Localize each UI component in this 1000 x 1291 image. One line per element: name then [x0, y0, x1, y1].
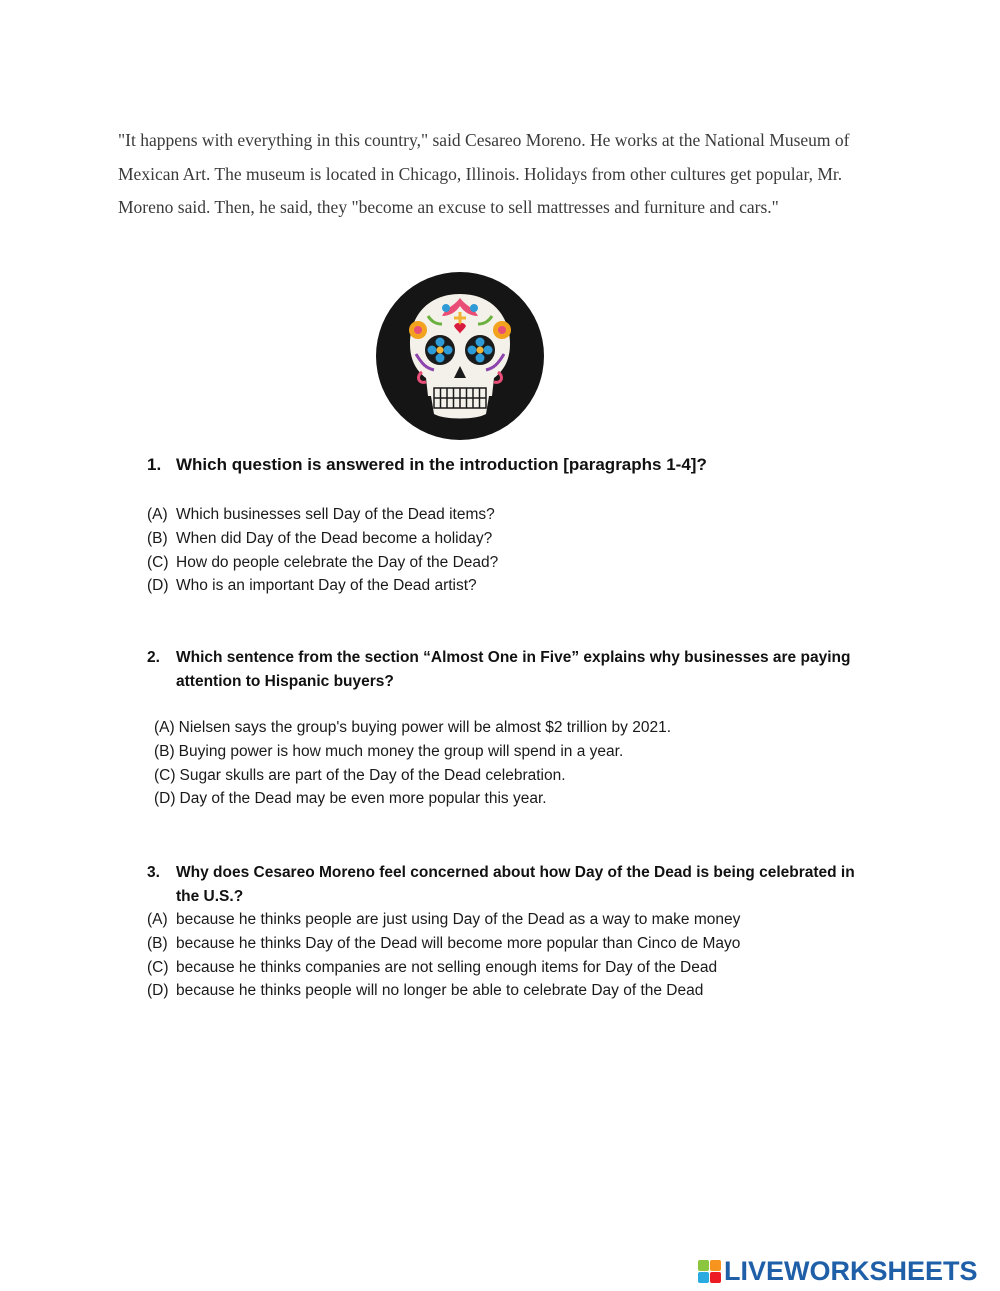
option-letter: (A) [147, 911, 168, 928]
option-letter: (D) [147, 577, 169, 595]
question-3-options [147, 908, 740, 1003]
question-2-number: 2. [147, 649, 160, 666]
logo-mark-square [710, 1272, 721, 1283]
option-text: Which businesses sell Day of the Dead items? [176, 506, 495, 523]
question-3-number: 3. [147, 864, 160, 881]
option-2a[interactable] [154, 716, 671, 740]
option-letter: (C) [154, 766, 176, 784]
option-3a[interactable] [147, 908, 740, 932]
logo-mark-square [698, 1272, 709, 1283]
option-letter: (D) [147, 982, 169, 1000]
option-3d[interactable] [147, 979, 740, 1003]
option-text: because he thinks people will no longer be able to celebrate Day of the Dead [176, 982, 704, 1000]
question-3-title [147, 861, 877, 909]
option-2c[interactable] [154, 764, 671, 788]
option-text: Who is an important Day of the Dead artist? [176, 577, 477, 595]
option-1c[interactable] [147, 551, 498, 575]
option-1a[interactable] [147, 503, 498, 527]
option-text: Nielsen says the group's buying power will be almost $2 trillion by 2021. [178, 719, 672, 736]
sugar-skull-icon [376, 272, 544, 440]
question-1-title [147, 453, 877, 477]
option-text: because he thinks Day of the Dead will become more popular than Cinco de Mayo [176, 934, 741, 952]
question-1-options [147, 503, 498, 598]
question-2-title [147, 646, 877, 694]
option-1d[interactable] [147, 574, 498, 598]
option-text: because he thinks people are just using Day of the Dead as a way to make money [176, 911, 741, 928]
logo-mark-square [698, 1260, 709, 1271]
option-letter: (B) [147, 934, 168, 952]
option-text: because he thinks companies are not selling enough items for Day of the Dead [176, 958, 718, 976]
question-1-text: Which question is answered in the introduction [paragraphs 1-4]? [176, 455, 707, 474]
question-2-options [154, 716, 671, 811]
option-text: How do people celebrate the Day of the Dead? [176, 553, 499, 571]
option-letter: (A) [154, 719, 175, 736]
option-letter: (B) [154, 742, 175, 760]
option-text: When did Day of the Dead become a holiday? [176, 529, 493, 547]
option-letter: (D) [154, 790, 176, 808]
liveworksheets-logo [698, 1256, 978, 1286]
passage [118, 124, 888, 225]
option-letter: (A) [147, 506, 168, 523]
logo-mark-icon [698, 1260, 721, 1283]
question-2-text: Which sentence from the section “Almost One in Five” explains why businesses are paying attention to Hispanic buyers? [176, 649, 851, 690]
option-3c[interactable] [147, 956, 740, 980]
option-2b[interactable] [154, 740, 671, 764]
option-letter: (C) [147, 553, 169, 571]
option-text: Buying power is how much money the group will spend in a year. [178, 742, 624, 760]
option-3b[interactable] [147, 932, 740, 956]
question-1-number: 1. [147, 455, 162, 474]
option-2d[interactable] [154, 787, 671, 811]
option-letter: (C) [147, 958, 169, 976]
passage-paragraph: "It happens with everything in this country," said Cesareo Moreno. He works at the National Museum of Mexican Art. The museum is located in Chicago, Illinois. Holidays from other cultures get popular, Mr. Moreno said. Then, he said, they "become an excuse to sell mattresses and furniture and cars." [118, 130, 850, 217]
option-letter: (B) [147, 529, 168, 547]
question-3-text: Why does Cesareo Moreno feel concerned about how Day of the Dead is being celebrated in the U.S.? [176, 864, 855, 905]
logo-text: LIVEWORKSHEETS [724, 1255, 978, 1286]
logo-mark-square [710, 1260, 721, 1271]
option-1b[interactable] [147, 527, 498, 551]
sugar-skull-image [376, 272, 544, 440]
option-text: Sugar skulls are part of the Day of the Dead celebration. [179, 766, 566, 784]
option-text: Day of the Dead may be even more popular this year. [179, 790, 547, 808]
